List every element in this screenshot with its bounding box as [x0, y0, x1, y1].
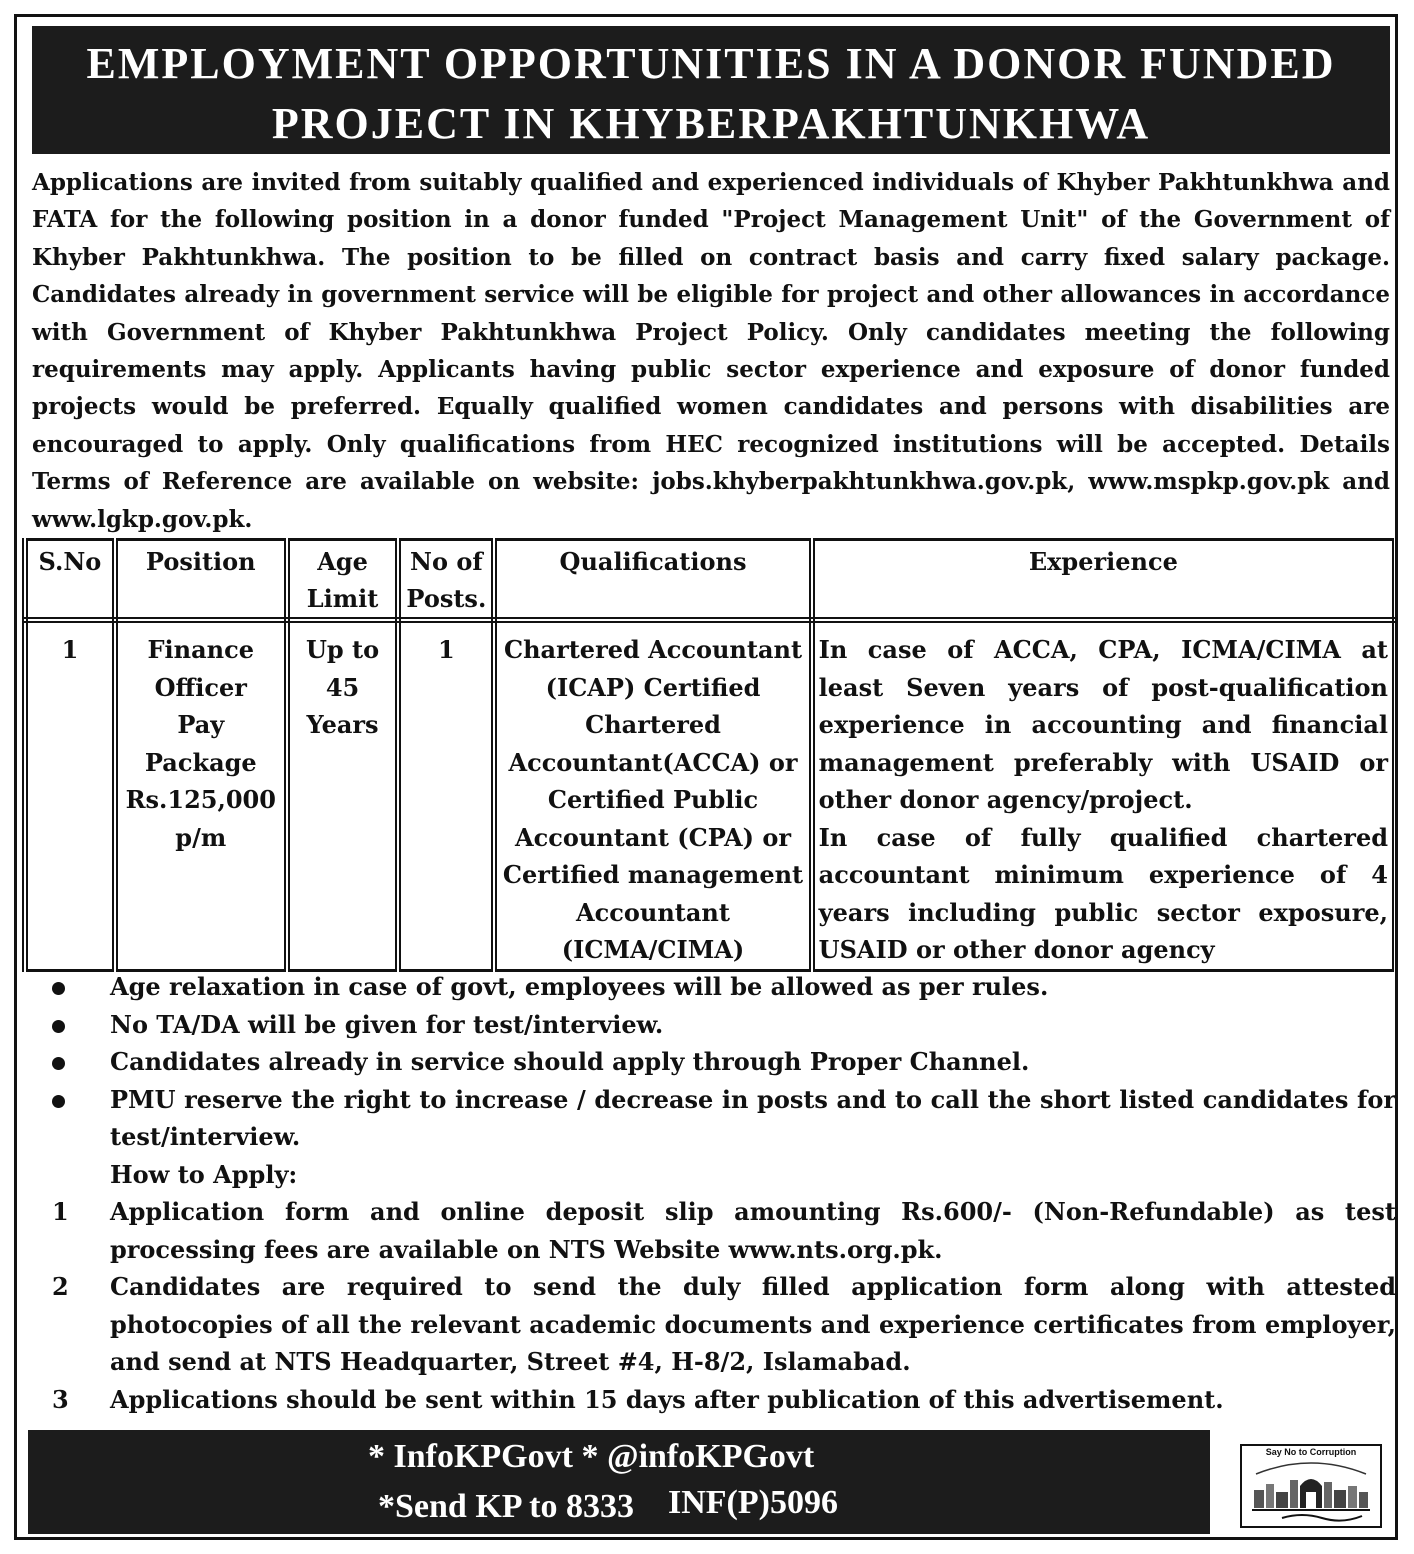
header-age-line-1: Age: [317, 547, 368, 576]
bullet-text: Age relaxation in case of govt, employees will be allowed as per rules.: [110, 972, 1049, 1001]
list-item: [40, 1006, 1396, 1044]
bullet-icon: [52, 1020, 65, 1033]
experience-paragraph-1: In case of ACCA, CPA, ICMA/CIMA at least Seven years of post-qualification experience in accounting and financial management preferably with USAID or other donor agency/project.: [818, 635, 1388, 814]
header-age-limit: [287, 540, 399, 621]
position-line: Pay: [177, 710, 225, 739]
how-to-apply-title: How to Apply:: [110, 1159, 298, 1189]
list-item: [40, 1381, 1396, 1419]
social-handles: * InfoKPGovt * @infoKPGovt: [368, 1438, 815, 1475]
bullet-text: No TA/DA will be given for test/interview.: [110, 1009, 664, 1039]
bullet-icon: [52, 1057, 65, 1070]
header-no-of-posts: [398, 540, 494, 621]
sms-instruction: *Send KP to 8333: [378, 1488, 634, 1525]
list-item: [40, 1081, 1396, 1156]
intro-paragraph: [32, 164, 1390, 538]
notes-section: [40, 968, 1396, 1418]
position-line: Finance: [147, 635, 255, 664]
step-text: Applications should be sent within 15 days after publication of this advertisement.: [110, 1384, 1224, 1414]
cell-experience: [812, 620, 1395, 970]
step-number: 2: [52, 1272, 69, 1301]
headline-banner: [32, 26, 1390, 154]
header-posts-line-1: No of: [410, 547, 483, 576]
bullet-text: PMU reserve the right to increase / decrease in posts and to call the short listed candidates for test/interview.: [110, 1084, 1396, 1151]
anti-corruption-logo: [1240, 1444, 1382, 1528]
position-line: Officer: [154, 672, 247, 702]
age-line: Years: [306, 710, 379, 739]
cell-age-limit: [287, 620, 399, 970]
position-salary: Rs.125,000: [125, 785, 276, 814]
bullet-text: Candidates already in service should apply through Proper Channel.: [110, 1047, 1030, 1076]
bullet-icon: [52, 982, 65, 995]
cell-sno: 1: [25, 620, 115, 970]
step-text: Application form and online deposit slip amounting Rs.600/- (Non-Refundable) as test processing fees are available on NTS Website www.nts.org.pk.: [110, 1197, 1396, 1264]
skyline-icon: [1242, 1446, 1380, 1526]
step-number: 3: [52, 1384, 69, 1414]
cell-qualifications: Chartered Accountant (ICAP) Certified Chartered Accountant(ACCA) or Certified Public Accountant (CPA) or Certified management Accountant (ICMA/CIMA): [494, 620, 811, 970]
list-item: [40, 1193, 1396, 1268]
table-row: [25, 620, 1395, 970]
cell-position: [115, 620, 287, 970]
header-age-line-2: Limit: [306, 584, 379, 613]
position-line: Package: [144, 747, 257, 777]
table-header-row: [25, 540, 1395, 621]
intro-text: Applications are invited from suitably qualified and experienced individuals of Khyber Pakhtunkhwa and FATA for the following position in a donor funded "Project Management Unit" of the Government of Khyber Pakhtunkhwa. The position to be filled on contract basis and carry fixed salary package. Candidates already in government service will be eligible for project and other allowances in accordance with Government of Khyber Pakhtunkhwa Project Policy. Only candidates meeting the following requirements may apply. Applicants having public sector experience and exposure of donor funded projects would be preferred. Equally qualified women candidates and persons with disabilities are encouraged to apply. Only qualifications from HEC recognized institutions will be accepted. Details Terms of Reference are available on website: jobs.khyberpakhtunkhwa.gov.pk, www.mspkp.gov.pk and www.lgkp.gov.pk.: [32, 169, 1390, 533]
header-qualifications: Qualifications: [494, 540, 811, 621]
age-line: 45: [325, 672, 360, 702]
logo-caption: Say No to Corruption: [1265, 1447, 1357, 1457]
headline-line-1: EMPLOYMENT OPPORTUNITIES IN A DONOR FUNDED: [86, 39, 1336, 88]
bullet-icon: [52, 1095, 65, 1108]
reference-number: INF(P)5096: [668, 1484, 838, 1521]
step-number: 1: [52, 1197, 69, 1226]
list-item: [40, 1043, 1396, 1081]
position-line: p/m: [175, 822, 227, 852]
cell-no-of-posts: 1: [398, 620, 494, 970]
positions-table: [22, 538, 1398, 972]
header-posts-line-2: Posts.: [406, 584, 487, 613]
experience-paragraph-2: In case of fully qualified chartered accountant minimum experience of 4 years including public sector exposure, USAID or other donor agency: [818, 822, 1388, 964]
list-item: [40, 1268, 1396, 1381]
age-line: Up to: [305, 635, 380, 664]
header-position: Position: [115, 540, 287, 621]
footer-banner: [28, 1430, 1210, 1534]
list-item: [40, 968, 1396, 1006]
header-sno: S.No: [25, 540, 115, 621]
step-text: Candidates are required to send the duly filled application form along with attested photocopies of all the relevant academic documents and experience certificates from employer, and send at NTS Headquarter, Street #4, H-8/2, Islamabad.: [110, 1272, 1396, 1376]
header-experience: Experience: [812, 540, 1395, 621]
headline-line-2: PROJECT IN KHYBERPAKHTUNKHWA: [271, 99, 1151, 148]
